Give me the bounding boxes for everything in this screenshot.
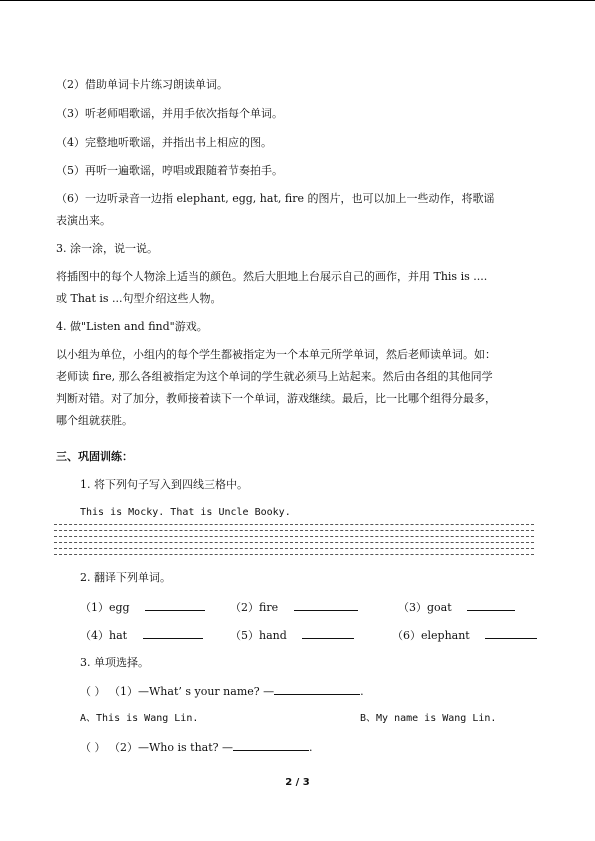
- answer-blank[interactable]: [302, 628, 354, 639]
- question-1-title: 1. 将下列句子写入到四线三格中。: [80, 478, 248, 491]
- translate-item-5: [230, 628, 354, 643]
- answer-blank[interactable]: [274, 684, 360, 695]
- mc-question-1: （ ） （1）—What’ s your name? — .: [80, 685, 364, 698]
- activity-4-text-line3: 判断对错。对了加分，教师接着读下一个单词，游戏继续。最后，比一比哪个组得分最多，: [56, 392, 496, 405]
- activity-3-heading: 3. 涂一涂，说一说。: [56, 242, 158, 255]
- translate-word: （5）hand: [230, 629, 287, 642]
- answer-blank[interactable]: [145, 600, 205, 611]
- translate-item-6: [392, 628, 537, 643]
- question-3-title: 3. 单项选择。: [80, 656, 149, 669]
- mc-question-2: （ ） （2）—Who is that? — .: [80, 741, 313, 754]
- answer-blank[interactable]: [467, 600, 515, 611]
- activity-4-text-line2: 老师读 fire, 那么各组被指定为这个单词的学生就必须马上站起来。然后由各组的其他同学: [56, 370, 493, 383]
- translate-word: （1）egg: [80, 601, 130, 614]
- answer-blank[interactable]: [485, 628, 537, 639]
- translate-item-2: [230, 600, 358, 615]
- step-3: （3）听老师唱歌谣，并用手依次指每个单词。: [56, 107, 283, 120]
- activity-3-text-line2: 或 That is ...句型介绍这些人物。: [56, 292, 222, 305]
- answer-blank[interactable]: [294, 600, 358, 611]
- answer-paren[interactable]: （ ）: [80, 741, 106, 754]
- step-5: （5）再听一遍歌谣，哼唱或跟随着节奏拍手。: [56, 164, 283, 177]
- activity-4-heading: 4. 做"Listen and find"游戏。: [56, 320, 208, 333]
- writing-line-3: [54, 536, 534, 537]
- step-6-line1: （6）一边听录音一边指 elephant, egg, hat, fire 的图片，也可以加上一些动作，将歌谣: [56, 192, 495, 205]
- translate-word: （2）fire: [230, 601, 279, 614]
- translate-item-4: [80, 628, 203, 643]
- writing-line-5: [54, 548, 534, 549]
- section-title: 三、巩固训练：: [56, 450, 133, 463]
- activity-4-text-line1: 以小组为单位，小组内的每个学生都被指定为一个本单元所学单词，然后老师读单词。如：: [56, 348, 496, 361]
- option-a: A、This is Wang Lin.: [80, 713, 199, 724]
- translate-item-1: [80, 600, 205, 615]
- top-rule: [0, 0, 595, 1]
- translate-word: （3）goat: [398, 601, 452, 614]
- answer-blank[interactable]: [233, 740, 309, 751]
- question-text: （1）—What’ s your name? —: [109, 685, 275, 698]
- translate-item-3: [398, 600, 515, 615]
- writing-line-6: [54, 554, 534, 555]
- page-number: 2 / 3: [285, 777, 310, 788]
- option-b: B、My name is Wang Lin.: [360, 713, 497, 724]
- translate-word: （4）hat: [80, 629, 128, 642]
- question-1-sentence: This is Mocky. That is Uncle Booky.: [80, 507, 291, 518]
- question-2-title: 2. 翻译下列单词。: [80, 571, 171, 584]
- answer-blank[interactable]: [143, 628, 203, 639]
- activity-4-text-line4: 哪个组就获胜。: [56, 414, 133, 427]
- step-6-line2: 表演出来。: [56, 214, 111, 227]
- step-4: （4）完整地听歌谣，并指出书上相应的图。: [56, 136, 272, 149]
- writing-line-2: [54, 530, 534, 531]
- activity-3-text-line1: 将插图中的每个人物涂上适当的颜色。然后大胆地上台展示自己的画作，并用 This is ....: [56, 270, 488, 283]
- translate-word: （6）elephant: [392, 629, 470, 642]
- writing-line-1: [54, 524, 534, 525]
- step-2: （2）借助单词卡片练习朗读单词。: [56, 78, 228, 91]
- question-text: （2）—Who is that? —: [109, 741, 234, 754]
- writing-line-4: [54, 542, 534, 543]
- answer-paren[interactable]: （ ）: [80, 685, 106, 698]
